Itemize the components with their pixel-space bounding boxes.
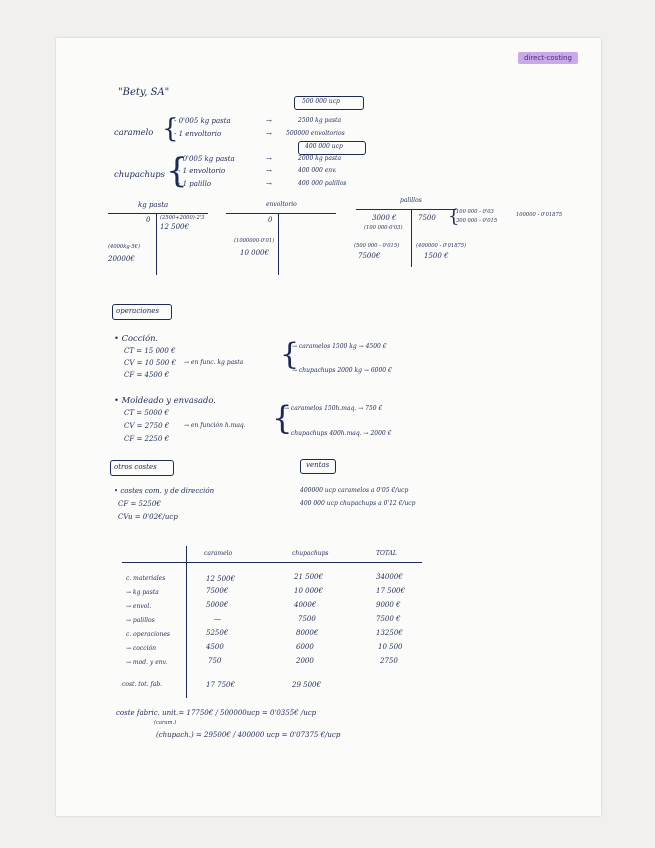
table-cell: 8000€ <box>296 629 319 637</box>
coccion-title: • Cocción. <box>114 333 159 343</box>
t-account-hline <box>356 209 456 210</box>
t-account-vline <box>156 213 157 275</box>
table-vline <box>186 546 187 698</box>
table-cell: → cocción <box>126 645 157 652</box>
pal-l1: (500 000 - 0'015) <box>354 243 400 249</box>
arrow: → <box>266 167 272 175</box>
chupa-res1: 2000 kg pasta <box>298 155 342 162</box>
table-cell: 10 500 <box>378 643 403 651</box>
caramelo-ucp: 500 000 ucp <box>302 98 340 105</box>
arrow: → <box>266 117 272 125</box>
env-account-title: envoltorio <box>266 201 297 208</box>
caramelo-line1: - 0'005 kg pasta <box>174 117 231 125</box>
table-cell: c. materiales <box>126 575 166 582</box>
chupa-ucp: 400 000 ucp <box>305 143 343 150</box>
caramelo-line2: - 1 envoltorio <box>174 130 222 138</box>
arrow: → <box>266 130 272 138</box>
table-header-total: TOTAL <box>376 550 397 557</box>
moldeado-cv: CV = 2750 € <box>124 422 170 430</box>
t-account-hline <box>226 213 336 214</box>
table-cell: 7500 € <box>376 615 401 623</box>
otros-l3: CVu = 0'02€/ucp <box>118 513 178 521</box>
table-cell: 2000 <box>296 657 314 665</box>
table-cell: 6000 <box>296 643 314 651</box>
coccion-mid: → en func. kg pasta <box>184 359 244 366</box>
table-cell: → kg pasta <box>126 589 159 596</box>
pal-l0: 3000 € <box>372 214 397 222</box>
coccion-r1: → caramelos 1500 kg → 4500 € <box>292 343 387 350</box>
env-l1: (1000000·0'01) <box>234 238 275 244</box>
chupa-line2: - 1 envoltorio <box>178 167 226 175</box>
table-cell: c. operaciones <box>126 631 171 638</box>
pal-note2: 300 000 - 0'015 <box>456 218 498 224</box>
env-l0: 0 <box>268 216 273 224</box>
moldeado-mid: → en función h.maq. <box>184 422 246 429</box>
footer-line1: coste fabric. unit.= 17750€ / 500000ucp = 0'0355€ /ucp <box>116 709 317 717</box>
ventas-heading: ventas <box>306 461 330 469</box>
notebook-page <box>56 38 601 816</box>
moldeado-ct: CT = 5000 € <box>124 409 169 417</box>
table-cell: 7500€ <box>206 587 229 595</box>
chupa-brace: { <box>166 151 188 191</box>
table-cell: 4000€ <box>294 601 317 609</box>
table-cell: 34000€ <box>376 573 403 581</box>
table-header-chupachups: chupachups <box>292 550 329 557</box>
chupa-line3: - 1 palillo <box>178 180 212 188</box>
chupa-line1: - 0'005 kg pasta <box>178 155 235 163</box>
table-cell: → envol. <box>126 603 152 610</box>
table-cell: cost. tot. fab. <box>122 681 163 688</box>
table-cell: 5250€ <box>206 629 229 637</box>
coccion-ct: CT = 15 000 € <box>124 347 176 355</box>
table-cell: 29 500€ <box>292 681 321 689</box>
kg-l2: 20000€ <box>108 255 135 263</box>
pal-r0: 7500 <box>418 214 436 222</box>
chupa-label: chupachups <box>114 169 165 179</box>
coccion-brace: { <box>280 337 300 372</box>
chupa-res2: 400 000 env. <box>298 167 337 174</box>
kg-account-title: kg pasta <box>138 201 169 209</box>
pal-account-title: palillos <box>400 197 422 204</box>
table-cell: 12 500€ <box>206 575 235 583</box>
kg-l0: 0 <box>146 216 151 224</box>
t-account-vline <box>411 209 412 267</box>
coccion-r2: → chupachups 2000 kg → 6000 € <box>292 367 392 374</box>
moldeado-cf: CF = 2250 € <box>124 435 170 443</box>
t-account-hline <box>108 213 208 214</box>
table-cell: 21 500€ <box>294 573 323 581</box>
footer-line2: (chupach.) = 29500€ / 400000 ucp = 0'07375 €/ucp <box>156 731 341 739</box>
coccion-cv: CV = 10 500 € <box>124 359 176 367</box>
operaciones-heading: operaciones <box>116 307 159 315</box>
footer-line1-sub: (caram.) <box>154 720 177 726</box>
arrow: → <box>266 180 272 188</box>
table-cell: 4500 <box>206 643 224 651</box>
pal-note1: 100 000 - 0'03 <box>456 209 494 215</box>
pal-note3: 100000 - 0'01875 <box>516 212 563 218</box>
table-header-caramelo: caramelo <box>204 550 233 557</box>
caramelo-brace: { <box>162 114 179 144</box>
otros-heading: otros costes <box>114 463 157 471</box>
env-l2: 10 000€ <box>240 249 269 257</box>
company-title: "Bety, SA" <box>118 87 170 98</box>
table-cell: 7500 <box>298 615 316 623</box>
table-cell: 9000 € <box>376 601 401 609</box>
chupa-res3: 400 000 palillos <box>298 180 347 187</box>
moldeado-brace: { <box>272 399 293 437</box>
table-cell: 13250€ <box>376 629 403 637</box>
pal-r1: (400000 - 0'01875) <box>416 243 467 249</box>
moldeado-r1: → caramelos 150h.maq. → 750 € <box>284 405 383 412</box>
ventas-l2: 400 000 ucp chupachups a 0'12 €/ucp <box>300 500 416 507</box>
pal-l0s: (100 000·0'03) <box>364 225 403 231</box>
otros-l2: CF = 5250€ <box>118 500 161 508</box>
ventas-l1: 400000 ucp caramelos a 0'05 €/ucp <box>300 487 409 494</box>
coccion-cf: CF = 4500 € <box>124 371 170 379</box>
direct-costing-tag: direct-costing <box>518 52 578 64</box>
caramelo-res1: 2500 kg pasta <box>298 117 342 124</box>
moldeado-r2: → chupachups 400h.maq. → 2000 € <box>284 430 392 437</box>
otros-l1: • costes com. y de dirección <box>114 487 215 495</box>
table-cell: 17 500€ <box>376 587 405 595</box>
table-cell: 2750 <box>380 657 398 665</box>
table-hline <box>122 562 422 563</box>
kg-l1: (4000kg·5€) <box>108 244 140 250</box>
pal-r2: 1500 € <box>424 252 449 260</box>
caramelo-label: caramelo <box>114 127 154 137</box>
moldeado-title: • Moldeado y envasado. <box>114 395 216 405</box>
table-cell: 17 750€ <box>206 681 235 689</box>
kg-r1: (2500+2000)·2'3 <box>160 215 205 221</box>
pal-brace: { <box>448 206 460 227</box>
table-cell: 750 <box>208 657 222 665</box>
table-cell: 5000€ <box>206 601 229 609</box>
pal-l2: 7500€ <box>358 252 381 260</box>
table-cell: — <box>214 615 221 623</box>
table-cell: → palillos <box>126 617 155 624</box>
table-cell: → mod. y env. <box>126 659 168 666</box>
table-cell: 10 000€ <box>294 587 323 595</box>
t-account-vline <box>278 213 279 275</box>
caramelo-res2: 500000 envoltorios <box>286 130 345 137</box>
arrow: → <box>266 155 272 163</box>
kg-r2: 12 500€ <box>160 223 189 231</box>
